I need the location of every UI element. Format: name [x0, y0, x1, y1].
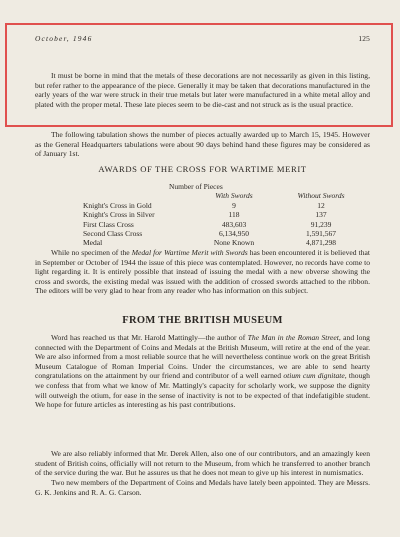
paragraph-tabulation: The following tabulation shows the number of pieces actually awarded up to March 15, 1945. However as the General Headquarters tabulations were about 90 days behind hand these figures may be considered as of January 1st.	[35, 130, 370, 159]
text-run: has been encountered it is believed that in September or October of 1944 the issue of this piece was contemplated. However, no records have come to light regarding it. It is entirely possible that instead of issuing the medal with a new obverse showing the cross and swords, the existing medal was issued with the addition of crossed swords attached to the ribbon. The editors will be very glad to hear from any reader who has information on this subject.	[35, 248, 371, 296]
row-without-value: 4,871,298	[306, 238, 336, 248]
row-label: Knight's Cross in Silver	[83, 210, 155, 220]
column-header-without-swords: Without Swords	[297, 191, 345, 201]
text-run: though we confess that from what we know of Mr. Mattingly's capacity for scholarly work, we suppose the dignity will outweigh the otium, for ease in the sense of inactivity is not to be expected of that indefatigible student. We hope for future articles as interesting as his past contributions.	[35, 371, 370, 410]
row-label: Second Class Cross	[83, 228, 143, 238]
row-with-value: 6,134,950	[219, 228, 249, 238]
row-without-value: 12	[317, 200, 325, 210]
table-title: AWARDS OF THE CROSS FOR WARTIME MERIT	[98, 164, 307, 174]
row-with-value: 483,603	[221, 219, 247, 229]
row-without-value: 1,591,567	[306, 228, 336, 238]
table-row	[83, 201, 373, 210]
table-group-header: Number of Pieces	[169, 182, 223, 191]
table-row	[83, 220, 373, 229]
row-label: First Class Cross	[83, 219, 134, 229]
awards-table	[83, 182, 373, 248]
table-group-header-row	[83, 182, 373, 191]
paragraph-derek-allen: We are also reliably informed that Mr. Derek Allen, also one of our contributors, and an amazingly keen student of British coins, officially will not return to the Museum, from which he transferred to another branch of the service during the war. But he assures us that he does not mean to give up his interest in numismatics.	[35, 449, 370, 478]
italic-title: Medal for Wartime Merit with Swords	[131, 248, 248, 257]
table-row	[83, 229, 373, 238]
paragraph-new-members: Two new members of the Department of Coins and Medals have lately been appointed. They are Messrs. G. K. Jenkins and R. A. G. Carson.	[35, 478, 370, 497]
paragraph-mattingly	[35, 333, 370, 410]
running-header	[35, 34, 370, 43]
section-heading: FROM THE BRITISH MUSEUM	[122, 315, 283, 326]
row-without-value: 137	[315, 210, 327, 220]
column-header-with-swords: With Swords	[215, 191, 253, 201]
paragraph-metals: It must be borne in mind that the metals of these decorations are not necessarily as given in this listing, but refer rather to the appearance of the piece. Generally it may be taken that decorations manufactured in the early years of the war were struck in their true metals but later were manufactured in a white metal alloy and plated with the proper metal. These late pieces seem to be die-cast and not struck as is the usual practice.	[35, 71, 370, 109]
page-number: 125	[358, 34, 370, 43]
table-row	[83, 238, 373, 247]
row-with-value: None Known	[213, 238, 255, 248]
paragraph-medal-specimen	[35, 248, 370, 296]
row-without-value: 91,239	[310, 219, 332, 229]
text-run: and long connected with the Department of Coins and Medals at the British Museum, will retire at the end of the year. We are also informed from a most reliable source that he will nevertheless continue work on the great British Museum Catalogue of Roman Imperial Coins. Under the circumstances, we are able to send hearty congratulations on the attainment by our friend and contributor of a well earned	[35, 333, 370, 381]
row-label: Knight's Cross in Gold	[83, 200, 152, 210]
italic-phrase: otium cum dignitate,	[283, 371, 347, 381]
header-date: October, 1946	[35, 34, 93, 43]
text-run: While no specimen of the	[51, 248, 132, 257]
table-column-header-row	[83, 191, 373, 200]
text-run: Word has reached us that Mr. Harold Mattingly—the author of	[51, 333, 248, 342]
row-label: Medal	[83, 238, 103, 248]
row-with-value: 118	[228, 210, 240, 220]
row-with-value: 9	[232, 200, 236, 210]
table-row	[83, 210, 373, 219]
italic-title: The Man in the Roman Street,	[247, 333, 341, 342]
